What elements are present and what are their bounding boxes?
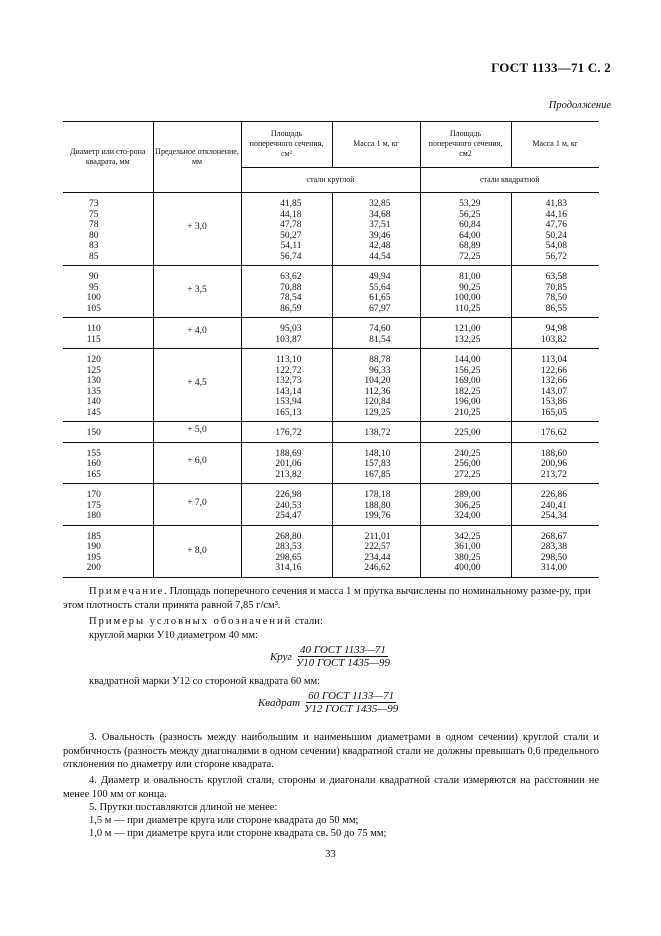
diameter-cell: 155 160 165 <box>63 442 153 484</box>
mass-round-cell: 178,18 188,80 199,76 <box>332 484 420 526</box>
square-fraction <box>302 690 400 715</box>
continuation-label: Продолжение <box>548 100 611 111</box>
deviation-cell: + 4,0 <box>153 318 241 349</box>
note-text: . Площадь поперечного сечения и масса 1 м прутка вычислены по номинальному разме-ру, при этом плотность стали принята равной 7,85 г/см³. <box>63 586 591 611</box>
deviation-cell: + 6,0 <box>153 442 241 484</box>
examples-title <box>63 615 599 629</box>
deviation-cell: + 3,0 <box>153 193 241 266</box>
deviation-cell: + 5,0 <box>153 422 241 443</box>
diameter-cell: 120 125 130 135 140 145 <box>63 349 153 422</box>
round-fraction <box>294 644 392 669</box>
note-label: Примечание <box>89 586 165 597</box>
square-example-text: квадратной марки У12 со стороной квадрата 60 мм: <box>89 676 321 687</box>
header-area-round: Площадь поперечного сечения, см² <box>241 122 332 168</box>
table-group <box>63 318 599 349</box>
area-round-cell: 63,62 70,88 78,54 86,59 <box>241 266 332 318</box>
mass-square-cell: 176,62 <box>511 422 599 443</box>
diameter-cell: 150 <box>63 422 153 443</box>
area-round-cell: 41,85 44,18 47,78 50,27 54,11 56,74 <box>241 193 332 266</box>
mass-round-cell: 211,01 222,57 234,44 246,62 <box>332 525 420 577</box>
examples-heading-tail: стали: <box>292 616 323 627</box>
paragraph-5a: 1,5 м — при диаметре круга или стороне квадрата до 50 мм; <box>89 815 359 826</box>
paragraph-5: 5. Прутки поставляются длиной не менее: <box>89 802 278 813</box>
mass-square-cell: 268,67 283,38 298,50 314,00 <box>511 525 599 577</box>
table-group <box>63 484 599 526</box>
mass-square-cell: 63,58 70,85 78,50 86,55 <box>511 266 599 318</box>
area-round-cell: 113,10 122,72 132,73 143,14 153,94 165,13 <box>241 349 332 422</box>
header-deviation: Предельное отклонение, мм <box>153 122 241 193</box>
round-prefix: Круг <box>270 650 292 663</box>
mass-round-cell: 74,60 81,54 <box>332 318 420 349</box>
table-group <box>63 193 599 266</box>
subheader-round: стали круглой <box>241 167 420 192</box>
area-round-cell: 188,69 201,06 213,82 <box>241 442 332 484</box>
table-note <box>63 585 599 613</box>
deviation-cell: + 3,5 <box>153 266 241 318</box>
area-square-cell: 342,25 361,00 380,25 400,00 <box>420 525 511 577</box>
paragraph-5b: 1,0 м — при диаметре круга или стороне квадрата св. 50 до 75 мм; <box>89 828 387 839</box>
deviation-cell: + 8,0 <box>153 525 241 577</box>
header-mass-square: Масса 1 м, кг <box>511 122 599 168</box>
diameter-cell: 73 75 78 80 83 85 <box>63 193 153 266</box>
page-number: 33 <box>325 849 336 860</box>
mass-round-cell: 148,10 157,83 167,85 <box>332 442 420 484</box>
table-group <box>63 266 599 318</box>
mass-round-cell: 32,85 34,68 37,51 39,46 42,48 44,54 <box>332 193 420 266</box>
steel-table <box>63 121 599 578</box>
deviation-cell: + 7,0 <box>153 484 241 526</box>
mass-square-cell: 94,98 103,82 <box>511 318 599 349</box>
header-area-square: Площадь поперечного сечения, см2 <box>420 122 511 168</box>
mass-square-cell: 41,83 44,16 47,76 50,24 54,08 56,72 <box>511 193 599 266</box>
round-numerator: 40 ГОСТ 1133—71 <box>299 644 386 656</box>
examples-heading: Примеры условных обозначений <box>89 616 293 627</box>
area-square-cell: 121,00 132,25 <box>420 318 511 349</box>
square-prefix: Квадрат <box>258 696 301 709</box>
mass-square-cell: 113,04 122,66 132,66 143,07 153,86 165,05 <box>511 349 599 422</box>
round-denominator: У10 ГОСТ 1435—99 <box>295 657 391 669</box>
table-group <box>63 349 599 422</box>
round-designation <box>270 644 392 669</box>
diameter-cell: 170 175 180 <box>63 484 153 526</box>
round-example-text: круглой марки У10 диаметром 40 мм: <box>89 630 258 641</box>
area-round-cell: 95,03 103,87 <box>241 318 332 349</box>
diameter-cell: 110 115 <box>63 318 153 349</box>
paragraph-4: 4. Диаметр и овальность круглой стали, стороны и диагонали квадратной стали измеряются на расстоянии не менее 100 мм от конца. <box>63 775 599 800</box>
area-round-cell: 268,80 283,53 298,65 314,16 <box>241 525 332 577</box>
square-denominator: У12 ГОСТ 1435—99 <box>304 703 399 715</box>
mass-round-cell: 88,78 96,33 104,20 112,36 120,84 129,25 <box>332 349 420 422</box>
diameter-cell: 90 95 100 105 <box>63 266 153 318</box>
area-square-cell: 289,00 306,25 324,00 <box>420 484 511 526</box>
paragraph-3: 3. Овальность (разность между наибольшим и наименьшим диаметрами в одном сечении) круглой стали и ромбичность (разность между диагоналями в одном сечении) квадратной стали не должны превышать 0,6 предельного отклонения по диаметру или стороне квадрата. <box>63 732 599 770</box>
subheader-square: стали квадратной <box>420 167 599 192</box>
table-group <box>63 525 599 577</box>
area-round-cell: 226,98 240,53 254,47 <box>241 484 332 526</box>
mass-round-cell: 138,72 <box>332 422 420 443</box>
area-square-cell: 81,00 90,25 100,00 110,25 <box>420 266 511 318</box>
header-mass-round: Масса 1 м, кг <box>332 122 420 168</box>
square-designation <box>258 690 400 715</box>
document-header: ГОСТ 1133—71 С. 2 <box>491 60 611 75</box>
area-square-cell: 240,25 256,00 272,25 <box>420 442 511 484</box>
table-group <box>63 442 599 484</box>
diameter-cell: 185 190 195 200 <box>63 525 153 577</box>
mass-round-cell: 49,94 55,64 61,65 67,97 <box>332 266 420 318</box>
area-square-cell: 144,00 156,25 169,00 182,25 196,00 210,25 <box>420 349 511 422</box>
table-group <box>63 422 599 443</box>
area-round-cell: 176,72 <box>241 422 332 443</box>
mass-square-cell: 188,60 200,96 213,72 <box>511 442 599 484</box>
area-square-cell: 225,00 <box>420 422 511 443</box>
header-diameter: Диаметр или сто-рона квадрата, мм <box>63 122 153 193</box>
deviation-cell: + 4,5 <box>153 349 241 422</box>
area-square-cell: 53,29 56,25 60,84 64,00 68,89 72,25 <box>420 193 511 266</box>
mass-square-cell: 226,86 240,41 254,34 <box>511 484 599 526</box>
square-numerator: 60 ГОСТ 1133—71 <box>308 690 395 702</box>
